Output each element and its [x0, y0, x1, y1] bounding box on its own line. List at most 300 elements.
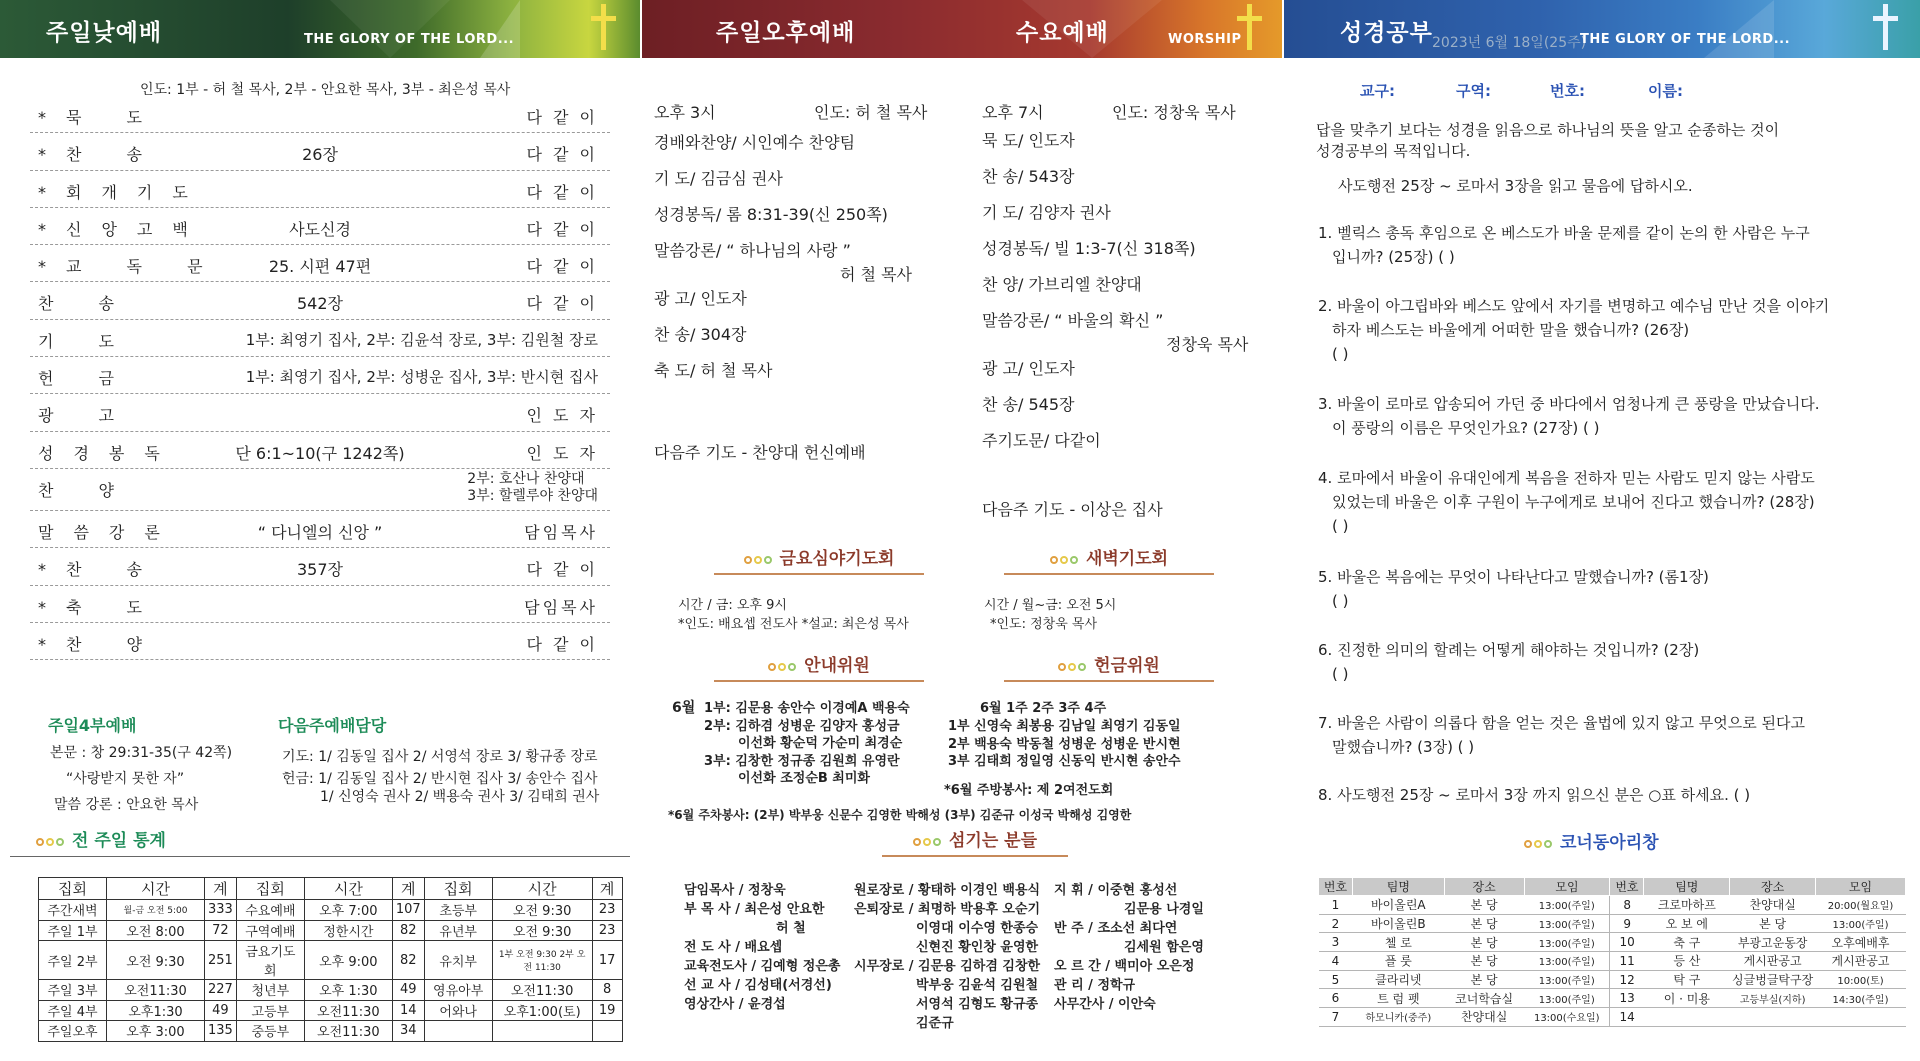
choir-cell: 크로마하프	[1644, 896, 1730, 915]
staff-line: 지 휘 / 이중현 홍성선	[1054, 883, 1178, 898]
choir-cell: 본 당	[1444, 896, 1524, 915]
divider	[10, 856, 630, 857]
question-line: 하자 베스도는 바울에게 어떠한 말을 했습니까? (26장)	[1332, 321, 1690, 339]
wednesday-leader: 인도: 정창욱 목사	[1112, 103, 1236, 122]
order-item-name: 찬 송	[38, 294, 134, 314]
order-item-leader: 다 같 이	[526, 182, 598, 202]
order-item-leader: 담임목사	[524, 522, 598, 542]
offering-header: 6월 1주 2주 3주 4주	[980, 701, 1107, 716]
stats-cell: 23	[592, 920, 622, 941]
choir-cell: 첼 로	[1352, 933, 1444, 952]
order-item-leader-line: 2부: 호산나 찬양대	[467, 470, 585, 487]
choir-header-cell: 장소	[1444, 878, 1524, 896]
stats-row	[39, 1000, 623, 1021]
order-item-detail: 단 6:1~10(구 1242쪽)	[235, 443, 405, 463]
order-item-name: 성경봉독	[38, 443, 180, 463]
order-item-leader: 담임목사	[524, 597, 598, 617]
dots-icon	[913, 831, 943, 851]
header-afternoon-title: 주일오후예배	[716, 20, 856, 46]
question-line: 6. 진정한 의미의 할례는 어떻게 해야하는 것입니까? (2장)	[1318, 641, 1700, 659]
order-item-name: *찬 양	[38, 634, 162, 654]
order-row	[30, 96, 610, 133]
staff-line: 시무장로 / 김문용 김하겸 김창한	[854, 959, 1041, 974]
staff-line: 서영석 김형도 황규종	[916, 997, 1039, 1012]
wednesday-time: 오후 7시	[982, 103, 1044, 122]
stats-cell: 유년부	[424, 920, 492, 941]
fourth-service-sermon: “사랑받지 못한 자”	[66, 771, 185, 787]
friday-prayer-title: 금요심야기도회	[714, 544, 924, 575]
offering-line: 3부 김태희 정일영 신동익 반시현 송안수	[948, 754, 1181, 769]
staff-line: 박부웅 김윤석 김원철	[916, 978, 1039, 993]
field-name: 이름:	[1648, 82, 1683, 100]
choir-header-cell: 모임	[1816, 878, 1906, 896]
choir-cell: 13:00(주일)	[1524, 970, 1610, 989]
order-row	[30, 394, 610, 431]
question-item	[1318, 711, 1898, 759]
stats-cell: 오전11:30	[304, 1021, 392, 1042]
choir-header-cell: 장소	[1730, 878, 1816, 896]
stats-cell: 고등부	[236, 1000, 304, 1021]
stats-row	[39, 1021, 623, 1042]
question-item	[1318, 565, 1898, 613]
stats-cell: 오전11:30	[107, 980, 205, 1001]
staff-line: 신현진 황인창 윤영한	[916, 940, 1039, 955]
choir-cell	[1816, 1008, 1906, 1027]
usher-line: 1부: 김문용 송안수 이경예A 백용숙	[704, 701, 910, 716]
choir-cell: 13:00(수요일)	[1524, 1008, 1610, 1027]
question-line: 말했습니까? (3장) ( )	[1332, 738, 1475, 756]
choir-cell: 게시판공고	[1730, 952, 1816, 971]
order-item-name: 기 도	[38, 331, 134, 351]
question-item	[1318, 294, 1898, 366]
choir-cell: 부광고운동장	[1730, 933, 1816, 952]
dots-icon	[1058, 656, 1088, 676]
wednesday-item: 주기도문/ 다같이	[982, 431, 1101, 450]
choir-cell: 2	[1319, 914, 1353, 933]
choir-cell: 본 당	[1444, 970, 1524, 989]
usher-line: 이선화 조정순B 최미화	[738, 771, 870, 786]
choir-cell: 본 당	[1444, 914, 1524, 933]
stats-cell: 오후1:30	[107, 1000, 205, 1021]
order-row	[30, 548, 610, 585]
choir-cell: 게시판공고	[1816, 952, 1906, 971]
stats-cell: 107	[392, 900, 424, 921]
choir-header-cell: 번호	[1319, 878, 1353, 896]
staff-line: 사무간사 / 이안숙	[1054, 997, 1156, 1012]
stats-cell: 월-금 오전 5:00	[107, 900, 205, 921]
choir-cell: 등 산	[1644, 952, 1730, 971]
dawn-who: *인도: 정창욱 목사	[990, 617, 1098, 632]
choir-cell: 이 · 미용	[1644, 989, 1730, 1008]
header-bible-date: 2023년 6월 18일(25주)	[1432, 35, 1587, 51]
choir-cell: 10:00(토)	[1816, 970, 1906, 989]
kitchen-service: *6월 주방봉사: 제 2여전도회	[944, 783, 1114, 798]
staff-line: 전 도 사 / 배요셉	[684, 940, 783, 955]
wednesday-item: 성경봉독/ 빌 1:3-7(신 318쪽)	[982, 239, 1196, 258]
wednesday-next: 다음주 기도 - 이상은 집사	[982, 500, 1163, 519]
stats-header-cell: 시간	[107, 878, 205, 900]
order-item-name: *회개기도	[38, 182, 208, 202]
order-item-leader: 인 도 자	[526, 443, 598, 463]
stats-title: 전 주일 통계	[36, 826, 166, 851]
choir-cell: 14	[1610, 1008, 1644, 1027]
staff-line: 김준규	[916, 1016, 954, 1031]
stats-header-cell: 계	[392, 878, 424, 900]
order-row	[30, 245, 610, 282]
bible-intro-line-2: 성경공부의 목적입니다.	[1316, 142, 1471, 160]
choir-cell: 5	[1319, 970, 1353, 989]
stats-cell: 유치부	[424, 941, 492, 980]
afternoon-next: 다음주 기도 - 찬양대 헌신예배	[654, 443, 866, 462]
offering-line: 2부 백용숙 박동철 성병운 성병운 반시현	[948, 736, 1181, 752]
field-district: 교구:	[1360, 82, 1395, 100]
choir-cell: 하모니카(중주)	[1352, 1008, 1444, 1027]
choir-row	[1319, 989, 1906, 1008]
bible-instruction: 사도행전 25장 ~ 로마서 3장을 읽고 물음에 답하시오.	[1338, 177, 1693, 195]
choir-cell: 8	[1610, 896, 1644, 915]
stats-cell: 19	[592, 1000, 622, 1021]
order-item-name: 헌 금	[38, 369, 134, 389]
choir-header-cell: 팀명	[1352, 878, 1444, 896]
stats-header-row	[39, 878, 623, 900]
order-item-detail: “ 다니엘의 신앙 ”	[257, 522, 383, 542]
order-item-leader: 다 같 이	[526, 634, 598, 654]
choir-header-cell: 모임	[1524, 878, 1610, 896]
order-item-name: *신앙고백	[38, 219, 208, 239]
header-sunday-title: 주일낮예배	[46, 20, 163, 46]
stats-cell: 초등부	[424, 900, 492, 921]
choir-cell: 고등부실(지하)	[1730, 989, 1816, 1008]
staff-line: 이영대 이수영 한종승	[916, 921, 1039, 936]
stats-cell: 135	[205, 1021, 237, 1042]
staff-title: 섬기는 분들	[882, 826, 1068, 857]
choir-cell: 오 보 에	[1644, 914, 1730, 933]
choir-row	[1319, 914, 1906, 933]
header-sunday-subtitle: THE GLORY OF THE LORD...	[304, 32, 515, 47]
choir-cell: 10	[1610, 933, 1644, 952]
choir-cell: 본 당	[1444, 952, 1524, 971]
choir-cell: 1	[1319, 896, 1353, 915]
header-bible-title: 성경공부	[1340, 20, 1433, 46]
choir-row	[1319, 896, 1906, 915]
staff-line: 관 리 / 정학규	[1054, 978, 1136, 993]
afternoon-item: 기 도/ 김금심 권사	[654, 169, 783, 188]
choir-cell: 오후예배후	[1816, 933, 1906, 952]
choir-cell: 3	[1319, 933, 1353, 952]
order-row	[30, 133, 610, 170]
stats-cell: 251	[205, 941, 237, 980]
stats-cell: 오전 8:00	[107, 920, 205, 941]
next-week-prayer: 기도: 1/ 김동일 집사 2/ 서영석 장로 3/ 황규종 장로	[282, 749, 598, 765]
stats-cell: 오전 9:30	[492, 900, 592, 921]
stats-cell: 72	[205, 920, 237, 941]
stats-cell: 227	[205, 980, 237, 1001]
stats-header-cell: 시간	[492, 878, 592, 900]
stats-cell: 34	[392, 1021, 424, 1042]
stats-cell: 1부 오전 9:30 2부 오전 11:30	[492, 941, 592, 980]
choir-cell: 클라리넷	[1352, 970, 1444, 989]
stats-cell: 오전11:30	[492, 980, 592, 1001]
fourth-service-title: 주일4부예배	[48, 716, 137, 735]
next-week-offering2: 1/ 신영숙 권사 2/ 백용숙 권사 3/ 김태희 권사	[320, 789, 600, 805]
sunday-leaders: 인도: 1부 - 허 철 목사, 2부 - 안요한 목사, 3부 - 최은성 목사	[140, 82, 511, 98]
choir-cell: 코너학습실	[1444, 989, 1524, 1008]
order-row	[30, 357, 610, 394]
order-item-leader: 다 같 이	[526, 145, 598, 165]
choir-cell: 6	[1319, 989, 1353, 1008]
choir-cell: 13:00(주일)	[1524, 989, 1610, 1008]
afternoon-item: 허 철 목사	[840, 265, 912, 284]
cross-icon	[1870, 4, 1902, 54]
field-zone: 구역:	[1456, 82, 1491, 100]
staff-col-2	[854, 881, 1040, 1033]
stats-cell: 오전11:30	[304, 1000, 392, 1021]
question-line: 5. 바울은 복음에는 무엇이 나타난다고 말했습니까? (롬1장)	[1318, 568, 1709, 586]
choir-cell: 11	[1610, 952, 1644, 971]
order-row	[30, 586, 610, 623]
choir-cell: 싱글벙글탁구장	[1730, 970, 1816, 989]
order-item-name: 말씀강론	[38, 522, 180, 542]
stats-cell: 8	[592, 980, 622, 1001]
fourth-service-preacher: 말씀 강론 : 안요한 목사	[54, 797, 199, 813]
stats-cell	[492, 1021, 592, 1042]
friday-who: *인도: 배요셉 전도사 *설교: 최은성 목사	[678, 617, 909, 632]
choir-row	[1319, 1008, 1906, 1027]
choir-row	[1319, 933, 1906, 952]
dawn-time: 시간 / 월~금: 오전 5시	[984, 598, 1117, 613]
stats-cell: 주일 3부	[39, 980, 107, 1001]
stats-cell: 어와나	[424, 1000, 492, 1021]
stats-header-cell: 집회	[39, 878, 107, 900]
question-line: ( )	[1332, 345, 1349, 363]
choir-cell: 9	[1610, 914, 1644, 933]
staff-line: 원로장로 / 황태하 이경인 백용식	[854, 883, 1041, 898]
order-item-leader: 다 같 이	[526, 257, 598, 277]
fourth-service-text: 본문 : 창 29:31-35(구 42쪽)	[50, 745, 233, 761]
order-row	[30, 320, 610, 357]
wednesday-item: 찬 송/ 545장	[982, 395, 1075, 414]
choir-cell: 4	[1319, 952, 1353, 971]
choir-row	[1319, 952, 1906, 971]
wednesday-item: 광 고/ 인도자	[982, 359, 1075, 378]
offering-list	[948, 718, 1181, 771]
offering-committee-title: 헌금위원	[1004, 651, 1214, 682]
next-week-offering: 헌금: 1/ 김동일 집사 2/ 반시현 집사 3/ 송안수 집사	[282, 771, 598, 787]
afternoon-item: 찬 송/ 304장	[654, 325, 747, 344]
order-item-detail: 사도신경	[289, 219, 351, 239]
order-item-detail: 25. 시편 47편	[268, 257, 372, 277]
choir-cell: 20:00(월요일)	[1816, 896, 1906, 915]
choir-cell: 13:00(주일)	[1524, 896, 1610, 915]
bible-intro-line-1: 답을 맞추기 보다는 성경을 읽음으로 하나님의 뜻을 알고 순종하는 것이	[1316, 121, 1780, 139]
usher-line: 이선화 황순덕 가순미 최경순	[738, 736, 903, 751]
order-item-name: 광 고	[38, 406, 134, 426]
staff-line: 교육전도사 / 김예형 정은총	[684, 959, 841, 974]
order-item-name: *찬 송	[38, 145, 162, 165]
stats-cell: 14	[392, 1000, 424, 1021]
choir-cell: 찬양대실	[1444, 1008, 1524, 1027]
order-row	[30, 282, 610, 319]
ushers-month: 6월	[672, 700, 696, 716]
wednesday-item: 말씀강론/ “ 바울의 확신 ”	[982, 311, 1164, 330]
order-item-leader: 다 같 이	[526, 108, 598, 127]
stats-header-cell: 계	[592, 878, 622, 900]
order-row	[30, 511, 610, 548]
afternoon-item: 광 고/ 인도자	[654, 289, 747, 308]
staff-line: 영상간사 / 윤경섭	[684, 997, 786, 1012]
staff-col-1	[684, 881, 840, 1014]
stats-cell: 주간새벽	[39, 900, 107, 921]
ushers-title: 안내위원	[714, 651, 924, 682]
question-line: ( )	[1332, 665, 1349, 683]
order-row	[30, 171, 610, 208]
staff-line: 허 철	[776, 921, 806, 936]
question-line: 3. 바울이 로마로 압송되어 가던 중 바다에서 엄청나게 큰 풍랑을 만났습니다.	[1318, 395, 1820, 413]
stats-cell: 333	[205, 900, 237, 921]
choir-header-cell: 번호	[1610, 878, 1644, 896]
question-item	[1318, 466, 1898, 538]
choir-cell: 13:00(주일)	[1524, 933, 1610, 952]
stats-cell: 영유아부	[424, 980, 492, 1001]
header-bible-subtitle: THE GLORY OF THE LORD...	[1580, 32, 1791, 47]
order-item-name: *교 독 문	[38, 257, 223, 277]
stats-cell: 오후 3:00	[107, 1021, 205, 1042]
order-row	[30, 469, 610, 511]
order-row	[30, 623, 610, 660]
stats-row	[39, 920, 623, 941]
next-week-title: 다음주예배담당	[278, 716, 387, 735]
question-line: 7. 바울은 사람이 의롭다 함을 얻는 것은 율법에 있지 않고 무엇으로 된다고	[1318, 714, 1805, 732]
question-line: 2. 바울이 아그립바와 베스도 앞에서 자기를 변명하고 예수님 만난 것을 이야기	[1318, 297, 1830, 315]
order-item-leader: 다 같 이	[526, 560, 598, 580]
stats-cell: 금요기도회	[236, 941, 304, 980]
choir-table	[1318, 877, 1906, 1027]
cross-icon	[1234, 4, 1266, 54]
choir-cell: 플 룻	[1352, 952, 1444, 971]
stats-cell: 주일오후	[39, 1021, 107, 1042]
question-line: ( )	[1332, 517, 1349, 535]
staff-line: 은퇴장로 / 최명하 박용후 오순기	[854, 902, 1041, 917]
wednesday-item: 찬 양/ 가브리엘 찬양대	[982, 275, 1142, 294]
choir-cell: 7	[1319, 1008, 1353, 1027]
stats-cell: 49	[205, 1000, 237, 1021]
usher-line: 2부: 김하겸 성병운 김양자 홍성금	[704, 718, 900, 734]
staff-line: 부 목 사 / 최은성 안요한	[684, 902, 825, 917]
field-number: 번호:	[1550, 82, 1585, 100]
afternoon-leader: 인도: 허 철 목사	[814, 103, 928, 122]
dots-icon	[744, 549, 774, 569]
stats-cell: 오후 9:00	[304, 941, 392, 980]
stats-cell: 주일 1부	[39, 920, 107, 941]
choir-row	[1319, 970, 1906, 989]
choir-header-row	[1319, 878, 1906, 896]
staff-line: 반 주 / 조소선 최다연	[1054, 921, 1178, 936]
stats-cell: 82	[392, 920, 424, 941]
order-item-name: *축 도	[38, 597, 162, 617]
choir-cell: 14:30(주일)	[1816, 989, 1906, 1008]
order-item-name: *찬 송	[38, 560, 162, 580]
sunday-order-list	[30, 96, 610, 660]
header-afternoon	[642, 0, 1282, 58]
choir-cell	[1644, 1008, 1730, 1027]
question-item	[1318, 392, 1898, 440]
stats-header-cell: 계	[205, 878, 237, 900]
question-item	[1318, 783, 1898, 807]
question-line: ( )	[1332, 592, 1349, 610]
choir-cell: 12	[1610, 970, 1644, 989]
choir-title: 코너동아리창	[1524, 828, 1659, 853]
wednesday-item: 묵 도/ 인도자	[982, 131, 1075, 150]
afternoon-item: 성경봉독/ 롬 8:31-39(신 250쪽)	[654, 205, 888, 224]
stats-row	[39, 900, 623, 921]
order-item-leader: 다 같 이	[526, 219, 598, 239]
stats-cell	[592, 1021, 622, 1042]
question-line: 이 풍랑의 이름은 무엇인가요? (27장) ( )	[1332, 419, 1600, 437]
dots-icon	[1524, 833, 1554, 853]
wednesday-item: 기 도/ 김양자 권사	[982, 203, 1111, 222]
wednesday-item: 찬 송/ 543장	[982, 167, 1075, 186]
stats-header-cell: 시간	[304, 878, 392, 900]
question-line: 8. 사도행전 25장 ~ 로마서 3장 까지 읽으신 분은 ○표 하세요. ( )	[1318, 786, 1751, 804]
order-item-detail: 26장	[302, 145, 338, 165]
staff-line: 담임목사 / 정창욱	[684, 883, 786, 898]
parking-service: *6월 주차봉사: (2부) 박부웅 신문수 김영한 박해성 (3부) 김준규 이성국 박해성 김영한	[668, 808, 1132, 822]
question-line: 4. 로마에서 바울이 유대인에게 복음을 전하자 믿는 사람도 믿지 않는 사람도	[1318, 469, 1815, 487]
choir-cell: 13:00(주일)	[1816, 914, 1906, 933]
dots-icon	[36, 831, 66, 851]
order-item-leader-line: 3부: 할렐루야 찬양대	[467, 487, 598, 504]
staff-line: 김세원 함은영	[1124, 940, 1204, 955]
header-wednesday-subtitle: WORSHIP	[1168, 32, 1242, 47]
choir-cell: 본 당	[1730, 914, 1816, 933]
choir-cell: 13:00(주일)	[1524, 952, 1610, 971]
wednesday-item: 정창욱 목사	[1166, 335, 1249, 354]
order-item-detail: 357장	[297, 560, 343, 580]
choir-cell: 축 구	[1644, 933, 1730, 952]
stats-cell: 정한시간	[304, 920, 392, 941]
choir-cell: 13:00(주일)	[1524, 914, 1610, 933]
choir-header-cell: 팀명	[1644, 878, 1730, 896]
dots-icon	[1050, 549, 1080, 569]
stats-cell: 오전 9:30	[492, 920, 592, 941]
stats-cell: 오후 7:00	[304, 900, 392, 921]
stats-cell: 23	[592, 900, 622, 921]
stats-cell: 오후 1:30	[304, 980, 392, 1001]
staff-col-3	[1054, 881, 1204, 1014]
order-item-detail: 542장	[297, 294, 343, 314]
choir-cell: 찬양대실	[1730, 896, 1816, 915]
friday-time: 시간 / 금: 오후 9시	[678, 598, 787, 613]
dots-icon	[768, 656, 798, 676]
stats-cell: 구역예배	[236, 920, 304, 941]
order-item-name: *묵 도	[38, 108, 162, 127]
header-bible	[1284, 0, 1920, 58]
choir-cell: 13	[1610, 989, 1644, 1008]
ushers-list	[704, 700, 910, 788]
choir-cell: 트 럼 펫	[1352, 989, 1444, 1008]
question-item	[1318, 221, 1898, 269]
stats-header-cell: 집회	[236, 878, 304, 900]
usher-line: 3부: 김창한 정규종 김원희 유영란	[704, 753, 900, 769]
afternoon-item: 축 도/ 허 철 목사	[654, 361, 773, 380]
dawn-prayer-title: 새벽기도회	[1004, 544, 1214, 575]
question-line: 1. 벨릭스 총독 후임으로 온 베스도가 바울 문제를 같이 논의 한 사람은 누구	[1318, 224, 1810, 242]
stats-cell: 49	[392, 980, 424, 1001]
choir-cell: 바이올린B	[1352, 914, 1444, 933]
order-item-leader: 다 같 이	[526, 294, 598, 314]
stats-cell: 오후1:00(토)	[492, 1000, 592, 1021]
stats-header-cell: 집회	[424, 878, 492, 900]
